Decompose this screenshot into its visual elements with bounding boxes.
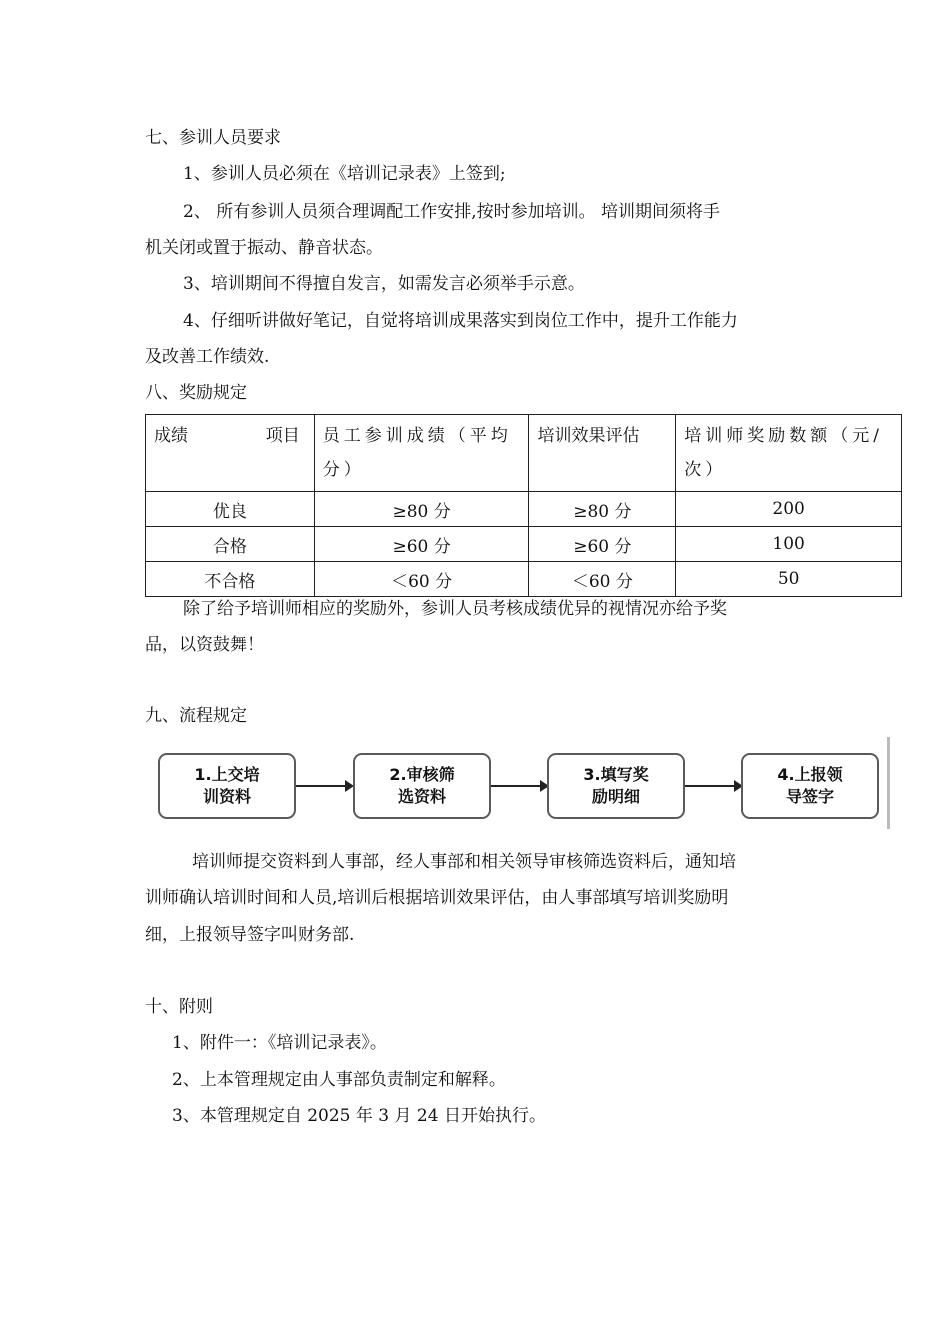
flow-step-1: 1.上交培训资料 <box>158 753 296 819</box>
section-10-item-2: 2、上本管理规定由人事部负责制定和解释。 <box>172 1070 506 1090</box>
table-row <box>146 562 902 597</box>
eval-cell: ＜60 分 <box>529 562 676 597</box>
section-10-item-3: 3、本管理规定自 2025 年 3 月 24 日开始执行。 <box>172 1106 546 1126</box>
flow-step-2: 2.审核筛选资料 <box>353 753 491 819</box>
flow-step-3: 3.填写奖励明细 <box>547 753 685 819</box>
header-training-eval: 培训效果评估 <box>529 415 676 492</box>
eval-cell: ≥60 分 <box>529 527 676 562</box>
header-trainer-reward: 培训师奖励数额（元/次） <box>676 415 902 492</box>
section-9-desc-line-2: 训师确认培训时间和人员,培训后根据培训效果评估，由人事部填写培训奖励明 <box>145 888 729 908</box>
amount-cell: 50 <box>676 562 902 597</box>
section-9-desc-line-1: 培训师提交资料到人事部，经人事部和相关领导审核筛选资料后，通知培 <box>192 852 736 872</box>
amount-cell: 200 <box>676 492 902 527</box>
section-7-item-2-line-1: 2、 所有参训人员须合理调配工作安排,按时参加培训。 培训期间须将手 <box>183 202 721 222</box>
flowchart-edge <box>887 737 890 829</box>
score-cell: ≥60 分 <box>314 527 529 562</box>
grade-cell: 不合格 <box>146 562 315 597</box>
section-7-item-2-line-2: 机关闭或置于振动、静音状态。 <box>145 238 383 258</box>
table-row <box>146 527 902 562</box>
section-7-item-4-line-1: 4、仔细听讲做好笔记，自觉将培训成果落实到岗位工作中，提升工作能力 <box>183 311 738 331</box>
score-cell: ≥80 分 <box>314 492 529 527</box>
header-grade-label: 成绩 <box>154 426 188 446</box>
process-flowchart <box>0 737 950 829</box>
grade-cell: 合格 <box>146 527 315 562</box>
flow-step-4: 4.上报领导签字 <box>741 753 879 819</box>
grade-cell: 优良 <box>146 492 315 527</box>
flow-arrow-2 <box>491 785 547 787</box>
score-cell: ＜60 分 <box>314 562 529 597</box>
eval-cell: ≥80 分 <box>529 492 676 527</box>
section-8-note-line-1: 除了给予培训师相应的奖励外，参训人员考核成绩优异的视情况亦给予奖 <box>183 599 727 619</box>
table-row <box>146 492 902 527</box>
amount-cell: 100 <box>676 527 902 562</box>
section-9-title: 九、流程规定 <box>145 706 247 726</box>
section-7-item-1: 1、参训人员必须在《培训记录表》上签到; <box>183 164 506 184</box>
award-table <box>145 414 902 597</box>
header-grade-item <box>146 415 315 492</box>
flow-arrow-1 <box>296 785 352 787</box>
flow-arrow-3 <box>685 785 741 787</box>
header-item-label: 项目 <box>265 426 300 446</box>
section-7-item-4-line-2: 及改善工作绩效. <box>145 347 270 367</box>
section-9-desc-line-3: 细，上报领导签字叫财务部. <box>145 925 355 945</box>
section-7-title: 七、参训人员要求 <box>145 128 281 148</box>
section-10-item-1: 1、附件一：《培训记录表》。 <box>172 1033 387 1053</box>
section-8-title: 八、奖励规定 <box>145 383 247 403</box>
header-employee-score: 员工参训成绩（平均分） <box>314 415 529 492</box>
award-table-header-row <box>146 415 902 492</box>
section-8-note-line-2: 品，以资鼓舞！ <box>145 635 264 655</box>
section-7-item-3: 3、培训期间不得擅自发言，如需发言必须举手示意。 <box>183 274 585 294</box>
section-10-title: 十、附则 <box>145 997 213 1017</box>
